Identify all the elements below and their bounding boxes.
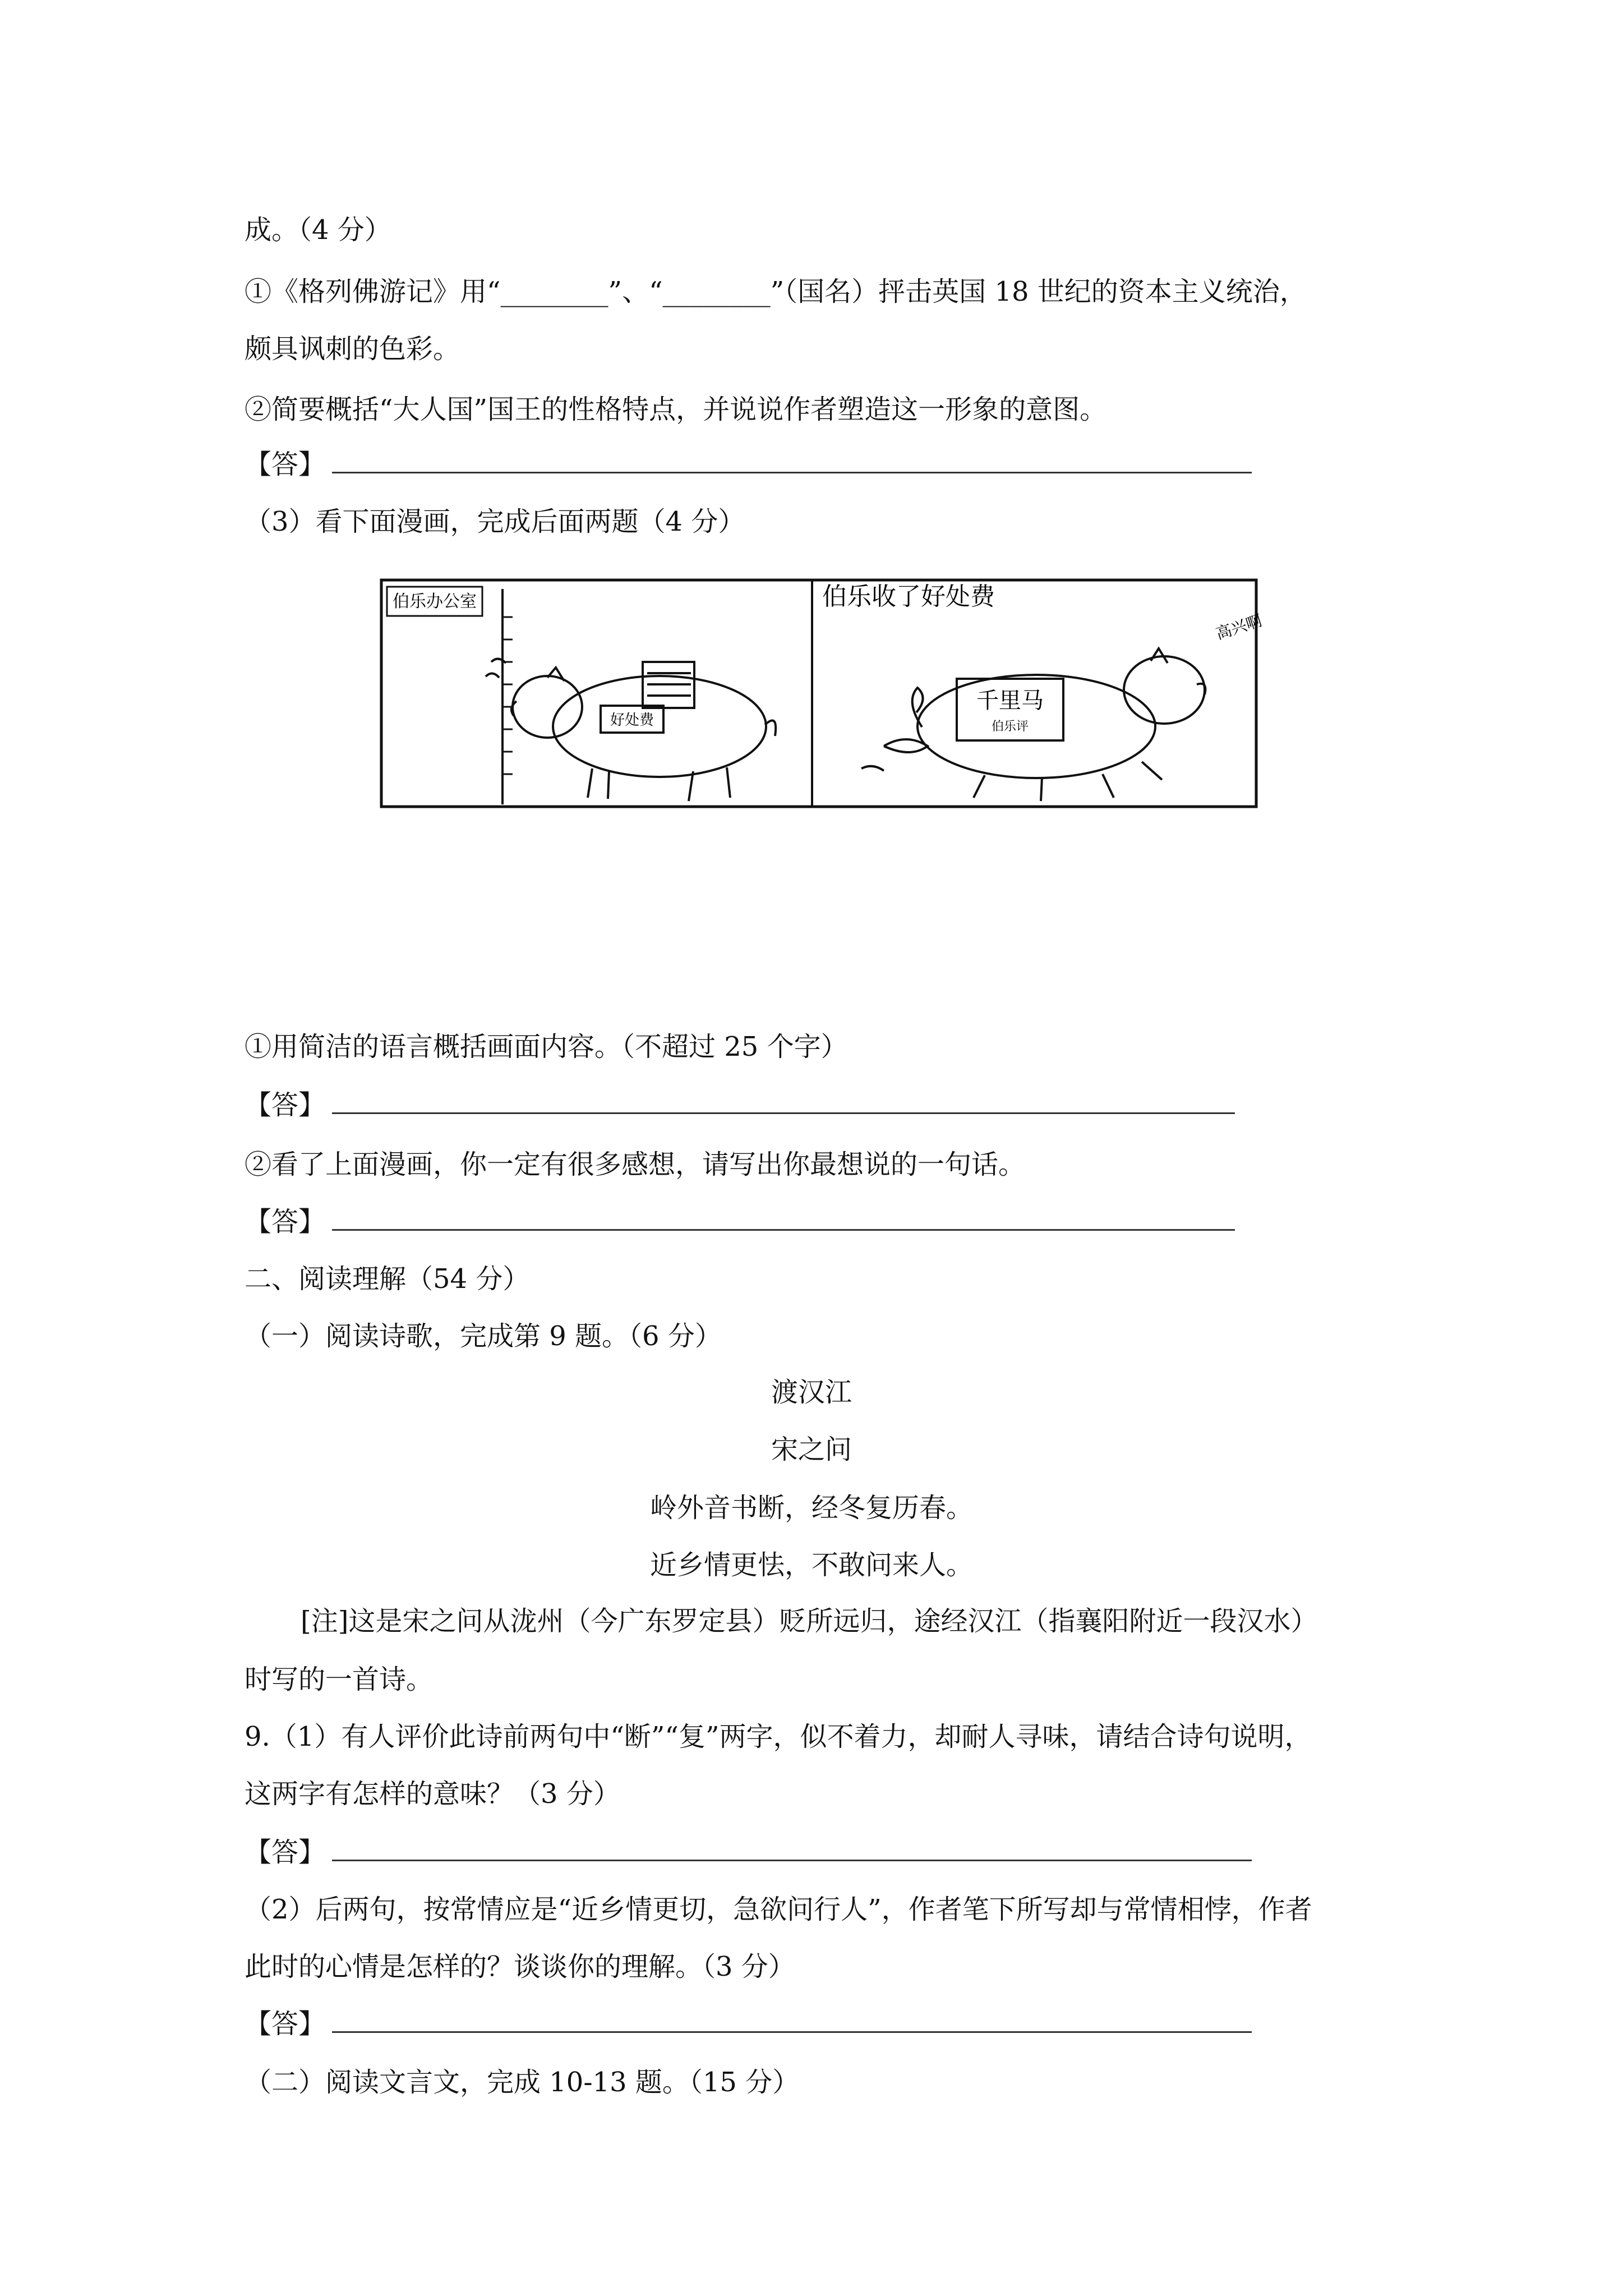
blanket-label: 千里马 xyxy=(976,688,1044,714)
answer-label: 【答】 xyxy=(245,449,326,480)
text-line: ①《格列佛游记》用“________”、“________”（国名）抨击英国 18 世纪的资本主义统治， xyxy=(245,276,1307,307)
office-sign: 伯乐办公室 xyxy=(393,592,477,611)
poem-line: 岭外音书断，经冬复历春。 xyxy=(649,1492,973,1524)
poem-author: 宋之问 xyxy=(771,1434,852,1465)
pig-right xyxy=(861,648,1205,801)
cartoon-caption: 伯乐收了好处费 xyxy=(822,582,995,611)
answer-blank[interactable] xyxy=(332,449,1252,473)
question-line: （2）后两句，按常情应是“近乡情更切，急欲问行人”，作者笔下所写却与常情相悖，作者 xyxy=(245,1894,1312,1925)
answer-blank[interactable] xyxy=(332,1090,1235,1114)
answer-line xyxy=(245,1834,1252,1870)
section-heading: （二）阅读文言文，完成 10-13 题。（15 分） xyxy=(245,2067,800,2098)
answer-line xyxy=(245,447,1252,482)
answer-line xyxy=(245,2006,1252,2042)
blanket-sublabel: 伯乐评 xyxy=(991,720,1029,734)
answer-blank[interactable] xyxy=(332,2009,1252,2033)
text-line: （一）阅读诗歌，完成第 9 题。（6 分） xyxy=(245,1320,722,1352)
text-line: 时写的一首诗。 xyxy=(245,1664,434,1695)
answer-blank[interactable] xyxy=(332,1207,1235,1231)
answer-label: 【答】 xyxy=(245,1206,326,1237)
bag-label: 好处费 xyxy=(610,712,654,729)
question-line: 9.（1）有人评价此诗前两句中“断”“复”两字，似不着力，却耐人寻味，请结合诗句说明， xyxy=(245,1721,1312,1752)
text-line: 这两字有怎样的意味？（3 分） xyxy=(245,1778,620,1810)
answer-line xyxy=(245,1087,1235,1123)
answer-line xyxy=(245,1204,1235,1240)
section-heading: 二、阅读理解（54 分） xyxy=(245,1263,530,1295)
exclamation: 高兴啊 xyxy=(1213,611,1265,643)
cartoon-image xyxy=(379,578,1265,813)
text-line: 颇具讽刺的色彩。 xyxy=(245,333,460,365)
text-line: ②看了上面漫画，你一定有很多感想，请写出你最想说的一句话。 xyxy=(245,1149,1026,1180)
poem-title: 渡汉江 xyxy=(771,1377,852,1408)
text-line: 此时的心情是怎样的？谈谈你的理解。（3 分） xyxy=(245,1951,795,1982)
answer-label: 【答】 xyxy=(245,1837,326,1868)
text-line: 成。（4 分） xyxy=(245,214,391,246)
text-line: ①用简洁的语言概括画面内容。（不超过 25 个字） xyxy=(245,1031,848,1062)
text-line: ②简要概括“大人国”国王的性格特点，并说说作者塑造这一形象的意图。 xyxy=(245,394,1107,425)
answer-label: 【答】 xyxy=(245,2008,326,2040)
text-line: （3）看下面漫画，完成后面两题（4 分） xyxy=(245,506,745,537)
pig-left xyxy=(486,659,776,801)
note-line: [注]这是宋之问从泷州（今广东罗定县）贬所远归，途经汉江（指襄阳附近一段汉水） xyxy=(301,1605,1318,1637)
answer-label: 【答】 xyxy=(245,1089,326,1121)
poem-line: 近乡情更怯，不敢问来人。 xyxy=(649,1549,973,1581)
answer-blank[interactable] xyxy=(332,1837,1252,1861)
